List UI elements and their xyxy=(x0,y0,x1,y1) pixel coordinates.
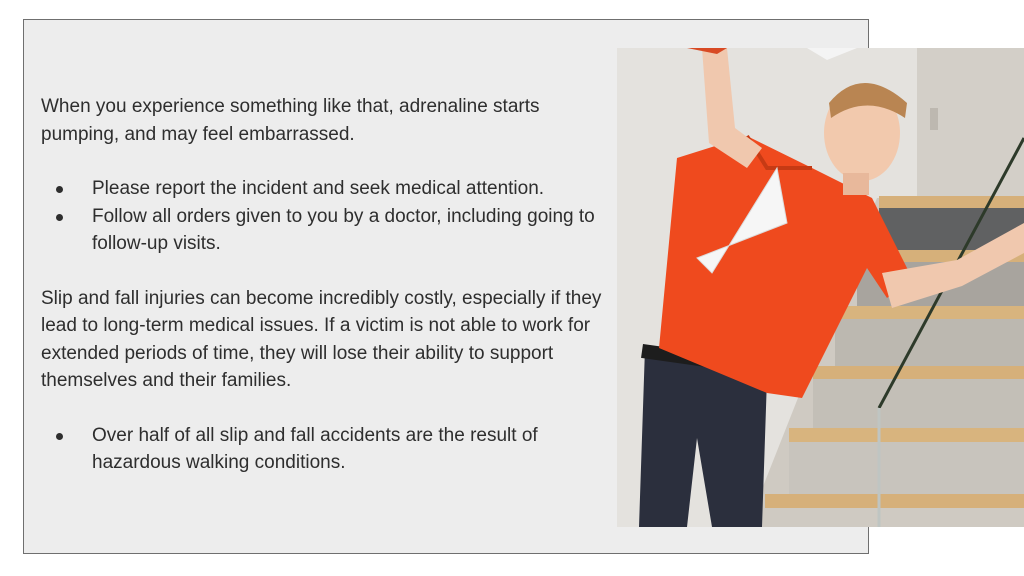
bullet-item xyxy=(41,175,611,203)
costs-paragraph: Slip and fall injuries can become incredibly costly, especially if they lead to long-term medical issues. If a victim is not able to work for extended periods of time, they will lose their ability to support themselves and their families. xyxy=(41,287,602,391)
bullet-text: Please report the incident and seek medical attention. xyxy=(92,178,545,199)
bullet-text: Over half of all slip and fall accidents are the result of hazardous walking conditions. xyxy=(92,424,538,473)
bullet-dot-icon xyxy=(56,433,63,440)
bullet-text: Follow all orders given to you by a doctor, including going to follow-up visits. xyxy=(92,205,595,254)
intro-paragraph: When you experience something like that, adrenaline starts pumping, and may feel embarrassed. xyxy=(41,96,540,145)
bullet-item xyxy=(41,203,611,258)
bullet-dot-icon xyxy=(56,186,63,193)
bullet-list-2 xyxy=(41,422,611,477)
slide-text xyxy=(41,93,611,477)
photo-illustration xyxy=(617,48,1024,527)
man-falling-on-stairs-photo xyxy=(617,48,1024,527)
bullet-item xyxy=(41,422,611,477)
bullet-list-1 xyxy=(41,175,611,258)
bullet-dot-icon xyxy=(56,214,63,221)
